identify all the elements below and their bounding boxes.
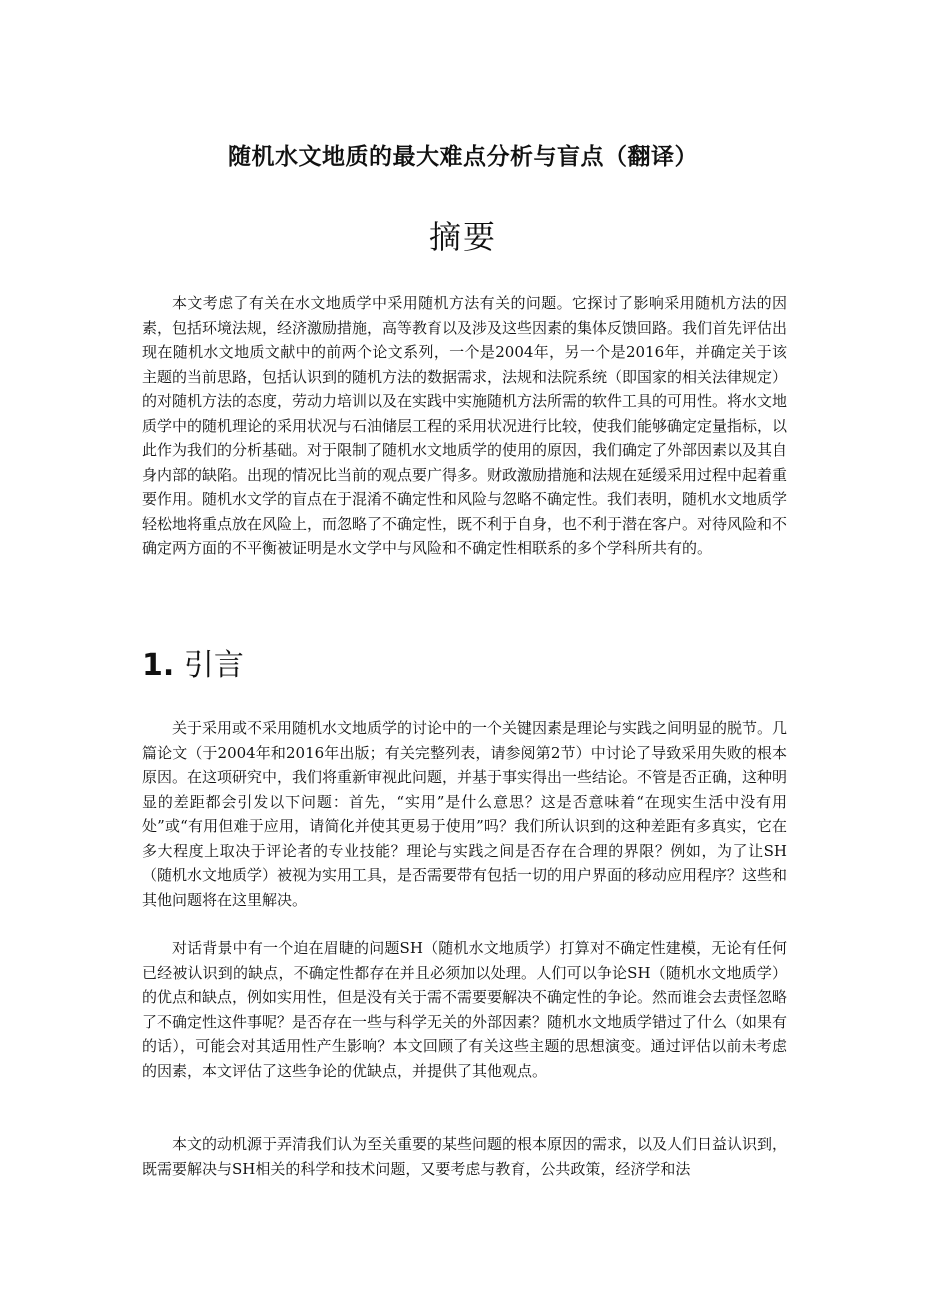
section-title: 引言 [183,648,244,683]
body-paragraph-3: 本文的动机源于弄清我们认为至关重要的某些问题的根本原因的需求，以及人们日益认识到，既需要解决与SH相关的科学和技术问题，又要考虑与教育，公共政策，经济学和法 [142,1135,788,1178]
body-paragraph-2: 对话背景中有一个迫在眉睫的问题SH（随机水文地质学）打算对不确定性建模，无论有任何已经被认识到的缺点，不确定性都存在并且必须加以处理。人们可以争论SH（随机水文地质学）的优点和缺点，例如实用性，但是没有关于需不需要要解决不确定性的争论。然而谁会去责怪忽略了不确定性这件事呢？是否存在一些与科学无关的外部因素？随机水文地质学错过了什么（如果有的话），可能会对其适用性产生影响？本文回顾了有关这些主题的思想演变。通过评估以前未考虑的因素，本文评估了这些争论的优缺点，并提供了其他观点。 [142,939,788,1080]
abstract-heading: 摘要 [428,218,497,256]
section-number: 1. [142,648,175,683]
body-paragraph-1: 关于采用或不采用随机水文地质学的讨论中的一个关键因素是理论与实践之间明显的脱节。几篇论文（于2004年和2016年出版；有关完整列表，请参阅第2节）中讨论了导致采用失败的根本原因。在这项研究中，我们将重新审视此问题，并基于事实得出一些结论。不管是否正确，这种明显的差距都会引发以下问题：首先，“实用”是什么意思？这是否意味着“在现实生活中没有用处”或“有用但难于应用，请简化并使其更易于使用”吗？我们所认识到的这种差距有多真实，它在多大程度上取决于评论者的专业技能？理论与实践之间是否存在合理的界限？例如，为了让SH（随机水文地质学）被视为实用工具，是否需要带有包括一切的用户界面的移动应用程序？这些和其他问题将在这里解决。 [142,719,788,909]
document-title: 随机水文地质的最大难点分析与盲点（翻译） [228,144,698,170]
abstract-paragraph: 本文考虑了有关在水文地质学中采用随机方法有关的问题。它探讨了影响采用随机方法的因素，包括环境法规，经济激励措施，高等教育以及涉及这些因素的集体反馈回路。我们首先评估出现在随机水文地质文献中的前两个论文系列，一个是2004年，另一个是2016年，并确定关于该主题的当前思路，包括认识到的随机方法的数据需求，法规和法院系统（即国家的相关法律规定）的对随机方法的态度，劳动力培训以及在实践中实施随机方法所需的软件工具的可用性。将水文地质学中的随机理论的采用状况与石油储层工程的采用状况进行比较，使我们能够确定定量指标，以此作为我们的分析基础。对于限制了随机水文地质学的使用的原因，我们确定了外部因素以及其自身内部的缺陷。出现的情况比当前的观点要广得多。财政激励措施和法规在延缓采用过程中起着重要作用。随机水文学的盲点在于混淆不确定性和风险与忽略不确定性。我们表明，随机水文地质学轻松地将重点放在风险上，而忽略了不确定性，既不利于自身，也不利于潜在客户。对待风险和不确定两方面的不平衡被证明是水文学中与风险和不确定性相联系的多个学科所共有的。 [142,294,788,557]
section-heading [142,640,244,684]
